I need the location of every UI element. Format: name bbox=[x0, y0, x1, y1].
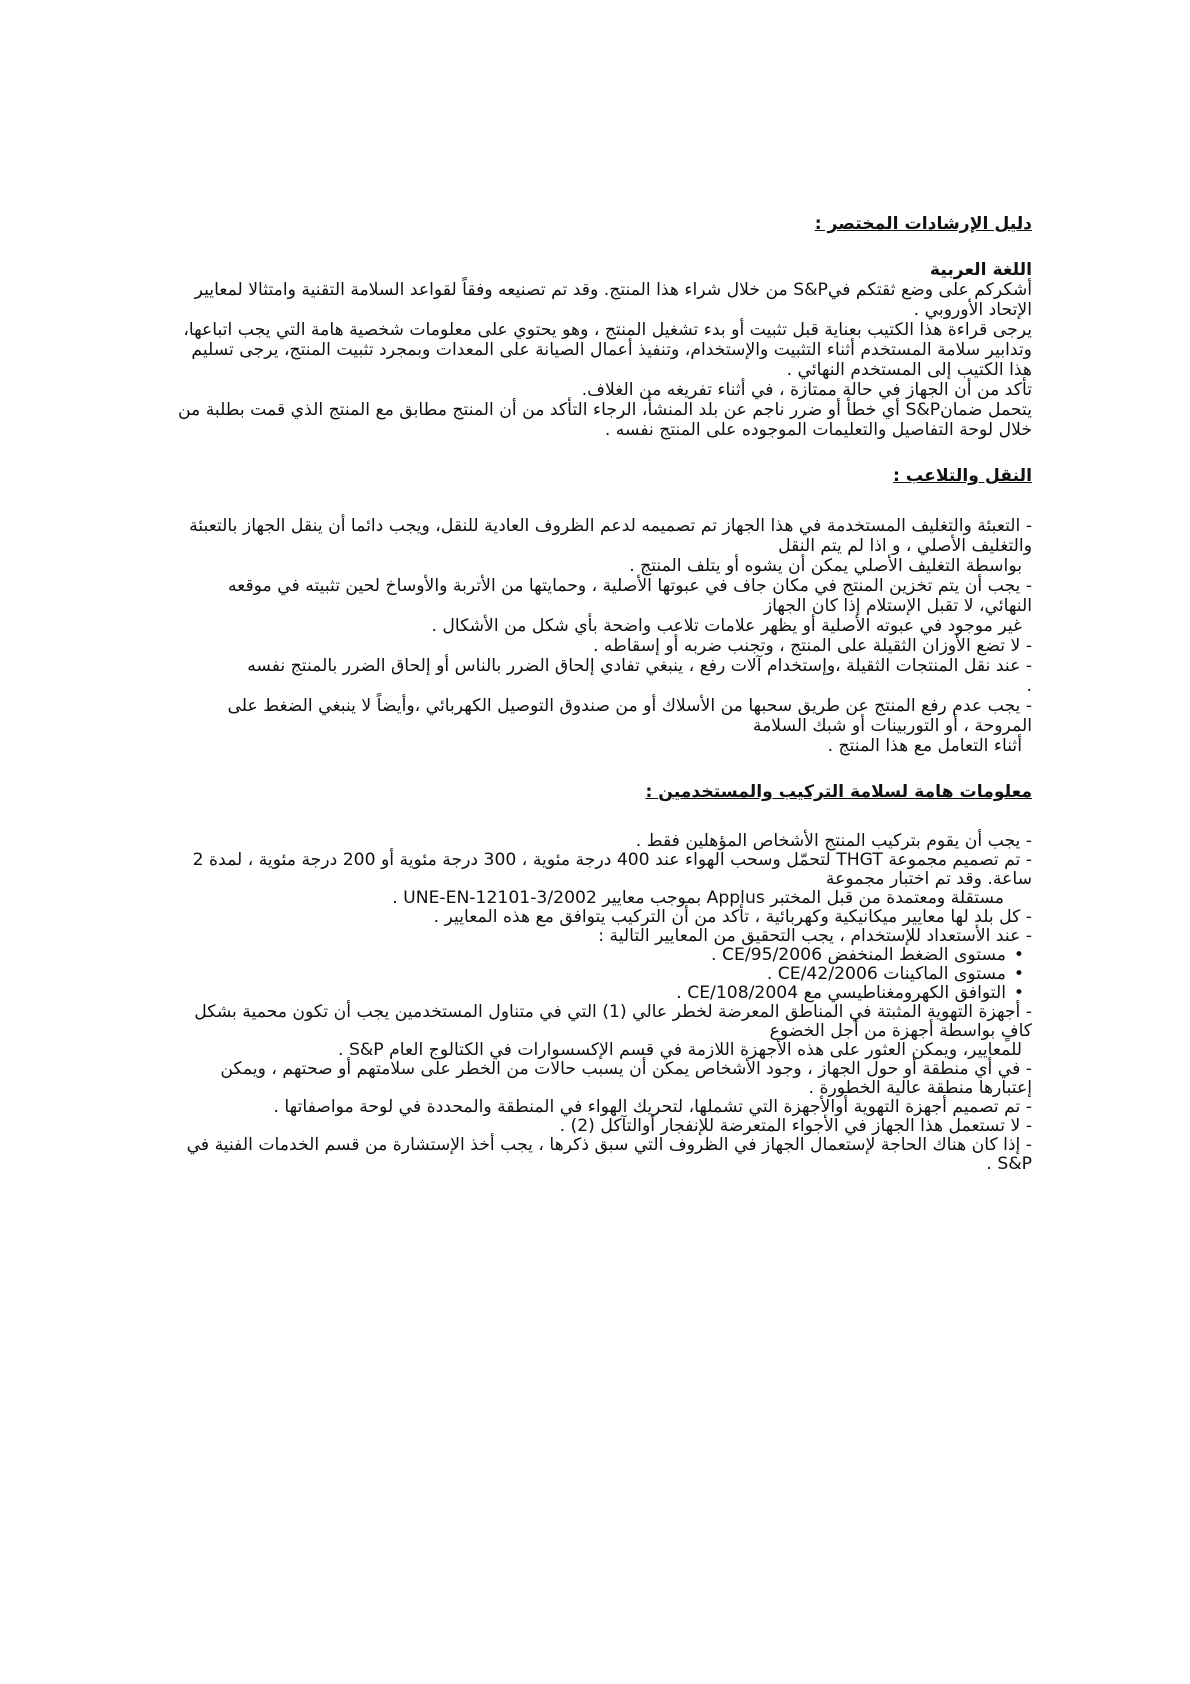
language-label: اللغة العربية bbox=[929, 260, 1032, 280]
safety-item-7: - تم تصميم أجهزة التهوية أوالأجهزة التي تشملها، لتحريك الهواء في المنطقة والمحددة في لوحة مواصفاتها . bbox=[273, 1097, 1032, 1117]
intro-paragraph-4: يتحمل ضمانS&P أي خطأ أو ضرر ناجم عن بلد المنشأ، الرجاء التأكد من أن المنتج مطابق مع المنتج الذي قمت بطلبة من خلال لوحة التفاصيل والتعليمات الموجوده على المنتج نفسه . bbox=[177, 400, 1032, 440]
standard-low-voltage: • مستوى الضغط المنخفض CE/95/2006 . bbox=[170, 946, 1032, 965]
safety-item-2-cont: مستقلة ومعتمدة من قبل المختبر Applus بموجب معايير UNE-EN-12101-3/2002 . bbox=[392, 888, 1004, 908]
transport-item-2-cont: غير موجود في عبوته الأصلية أو يظهر علامات تلاعب واضحة بأي شكل من الأشكال . bbox=[431, 616, 1022, 636]
transport-item-5: - يجب عدم رفع المنتج عن طريق سحبها من الأسلاك أو من صندوق التوصيل الكهربائي ،وأيضاً لا ينبغي الضغط على المروحة ، أو التوربينات أو شبك السلامة bbox=[227, 696, 1032, 736]
transport-item-2: - يجب أن يتم تخزين المنتج في مكان جاف في عبوتها الأصلية ، وحمايتها من الأتربة والأوساخ لحين تثبيته في موقعه النهائي، لا تقبل الإستلام إذا كان الجهاز bbox=[227, 576, 1032, 616]
safety-item-5: - أجهزة التهوية المثبتة في المناطق المعرضة لخطر عالي (1) التي في متناول المستخدمين يجب أن تكون محمية بشكل كافٍ بواسطة أجهزة من أجل الخضوع bbox=[194, 1002, 1032, 1041]
transport-item-5-cont: أثناء التعامل مع هذا المنتج . bbox=[827, 736, 1022, 756]
safety-item-5-cont: للمعايير، ويمكن العثور على هذه الأجهزة اللازمة في قسم الإكسسوارات في الكتالوج العام S&P . bbox=[338, 1040, 1022, 1060]
intro-paragraph-2: يرجى قراءة هذا الكتيب بعناية قبل تثبيت أو بدء تشغيل المنتج ، وهو يحتوي على معلومات شخصية هامة التي يجب اتباعها، وتدابير سلامة المستخدم أثناء التثبيت والإستخدام، وتنفيذ أعمال الصيانة على المعدات وبمجرد تثبيت المنتج، يرجى تسليم هذا الكتيب إلى المستخدم النهائي . bbox=[183, 320, 1032, 380]
safety-item-8: - لا تستعمل هذا الجهاز في الأجواء المتعرضة للإنفجار أوالتآكل (2) . bbox=[559, 1116, 1032, 1136]
safety-item-3: - كل بلد لها معايير ميكانيكية وكهربائية ، تأكد من أن التركيب يتوافق مع هذه المعايير . bbox=[433, 907, 1032, 927]
safety-section bbox=[170, 832, 1032, 1174]
transport-item-4: - عند نقل المنتجات الثقيلة ،وإستخدام آلات رفع ، ينبغي تفادي إلحاق الضرر بالناس أو إلحاق الضرر بالمنتج نفسه bbox=[247, 656, 1032, 676]
safety-heading: معلومات هامة لسلامة التركيب والمستخدمين : bbox=[645, 782, 1032, 802]
safety-item-4: - عند الأستعداد للإستخدام ، يجب التحقيق من المعايير التالية : bbox=[598, 926, 1032, 946]
standards-list bbox=[170, 946, 1032, 1003]
transport-item-3: - لا تضع الأوزان الثقيلة على المنتج ، وتجنب ضربه أو إسقاطه . bbox=[592, 636, 1032, 656]
safety-item-9: - إذا كان هناك الحاجة لإستعمال الجهاز في الظروف التي سبق ذكرها ، يجب أخذ الإستشارة من قسم الخدمات الفنية في S&P . bbox=[186, 1135, 1032, 1174]
transport-heading: النقل والتلاعب : bbox=[893, 466, 1032, 486]
transport-item-4-cont: . bbox=[1026, 676, 1032, 696]
standard-machinery: • مستوى الماكينات CE/42/2006 . bbox=[170, 965, 1032, 984]
document-title: دليل الإرشادات المختصر : bbox=[814, 214, 1032, 234]
safety-item-1: - يجب أن يقوم بتركيب المنتج الأشخاص المؤهلين فقط . bbox=[635, 831, 1032, 851]
safety-item-2: - تم تصميم مجموعة THGT لتحمّل وسحب الهواء عند 400 درجة مئوية ، 300 درجة مئوية أو 200 درجة مئوية ، لمدة 2 ساعة. وقد تم اختبار مجموعة bbox=[192, 850, 1032, 889]
standard-emc: • التوافق الكهرومغناطيسي مع CE/108/2004 . bbox=[170, 984, 1032, 1003]
transport-item-1-cont: بواسطة التغليف الأصلي يمكن أن يشوه أو يتلف المنتج . bbox=[629, 556, 1022, 576]
transport-item-1: - التعبئة والتغليف المستخدمة في هذا الجهاز تم تصميمه لدعم الظروف العادية للنقل، ويجب دائما أن ينقل الجهاز بالتعبئة والتغليف الأصلي ، و اذا لم يتم النقل bbox=[189, 516, 1032, 556]
intro-paragraph-3: تأكد من أن الجهاز في حالة ممتازة ، في أثناء تفريغه من الغلاف. bbox=[581, 380, 1032, 400]
document-page bbox=[170, 214, 1032, 1174]
intro-paragraph-1: أشكركم على وضع ثقتكم فيS&P من خلال شراء هذا المنتج. وقد تم تصنيعه وفقاً لقواعد السلامة التقنية وامتثالا لمعايير الإتحاد الأوروبي . bbox=[194, 280, 1032, 320]
safety-item-6: - في أي منطقة أو حول الجهاز ، وجود الأشخاص يمكن أن يسبب حالات من الخطر على سلامتهم أو صحتهم ، ويمكن إعتبارها منطقة عالية الخطورة . bbox=[220, 1059, 1032, 1098]
